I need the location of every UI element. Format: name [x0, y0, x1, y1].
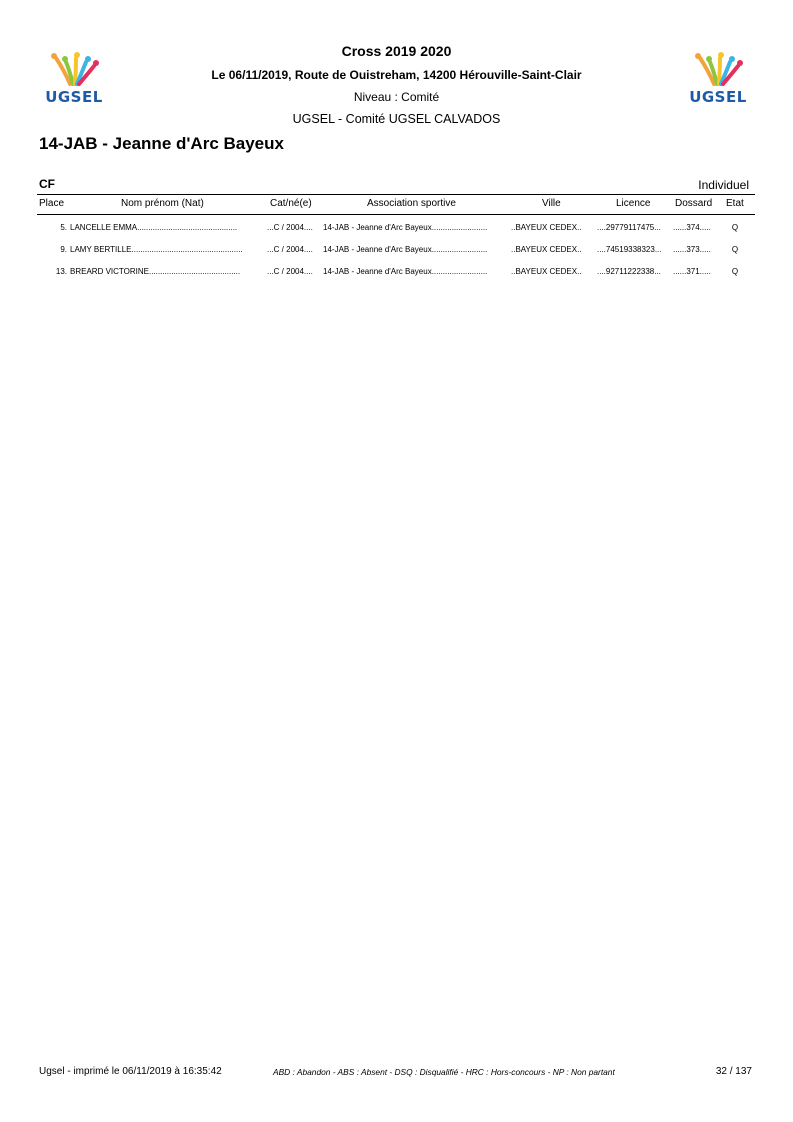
row-ville: ..BAYEUX CEDEX.. [511, 223, 582, 232]
row-place: 9. [60, 245, 67, 254]
row-licence: ....29779117475... [597, 223, 661, 232]
row-etat: Q [731, 245, 739, 254]
row-dossard: ......371..... [673, 267, 711, 276]
row-asso: 14-JAB - Jeanne d'Arc Bayeux......................... [323, 245, 488, 254]
school-title: 14-JAB - Jeanne d'Arc Bayeux [39, 134, 284, 153]
column-header-asso: Association sportive [367, 198, 456, 209]
row-ville: ..BAYEUX CEDEX.. [511, 267, 582, 276]
column-header-etat: Etat [726, 198, 744, 209]
row-ville: ..BAYEUX CEDEX.. [511, 245, 582, 254]
footer-printed-date: Ugsel - imprimé le 06/11/2019 à 16:35:42 [39, 1066, 222, 1077]
logo-wordmark: UGSEL [689, 88, 747, 106]
row-etat: Q [731, 223, 739, 232]
row-asso: 14-JAB - Jeanne d'Arc Bayeux......................... [323, 223, 488, 232]
event-level: Niveau : Comité [353, 90, 440, 104]
row-etat: Q [731, 267, 739, 276]
column-header-name: Nom prénom (Nat) [121, 198, 204, 209]
category-label: CF [39, 177, 55, 191]
row-name: LAMY BERTILLE.................................................. [70, 245, 243, 254]
column-header-cat: Cat/né(e) [270, 198, 312, 209]
row-place: 5. [60, 223, 67, 232]
row-dossard: ......373..... [673, 245, 711, 254]
event-subtitle: Le 06/11/2019, Route de Ouistreham, 14200 Hérouville-Saint-Clair [211, 68, 582, 82]
row-asso: 14-JAB - Jeanne d'Arc Bayeux......................... [323, 267, 488, 276]
table-header-rule [37, 214, 755, 215]
footer-legend: ABD : Abandon - ABS : Absent - DSQ : Disqualifié - HRC : Hors-concours - NP : Non partant [273, 1067, 615, 1077]
table-top-rule [37, 194, 755, 195]
row-licence: ....92711222338... [597, 267, 661, 276]
column-header-place: Place [39, 198, 65, 209]
column-header-dossard: Dossard [675, 198, 713, 209]
footer-page-number: 32 / 137 [715, 1066, 752, 1077]
table-row [0, 223, 793, 237]
column-header-licence: Licence [616, 198, 651, 209]
column-header-ville: Ville [542, 198, 561, 209]
row-cat: ...C / 2004.... [267, 267, 313, 276]
mode-label: Individuel [698, 178, 749, 192]
row-cat: ...C / 2004.... [267, 223, 313, 232]
table-row [0, 245, 793, 259]
event-organization: UGSEL - Comité UGSEL CALVADOS [292, 112, 501, 126]
logo-wordmark: UGSEL [45, 88, 103, 106]
table-row [0, 267, 793, 281]
row-cat: ...C / 2004.... [267, 245, 313, 254]
row-place: 13. [55, 267, 67, 276]
event-title: Cross 2019 2020 [341, 43, 452, 59]
row-licence: ....74519338323... [597, 245, 662, 254]
row-name: LANCELLE EMMA............................................. [70, 223, 238, 232]
row-dossard: ......374..... [673, 223, 711, 232]
row-name: BREARD VICTORINE......................................... [70, 267, 241, 276]
